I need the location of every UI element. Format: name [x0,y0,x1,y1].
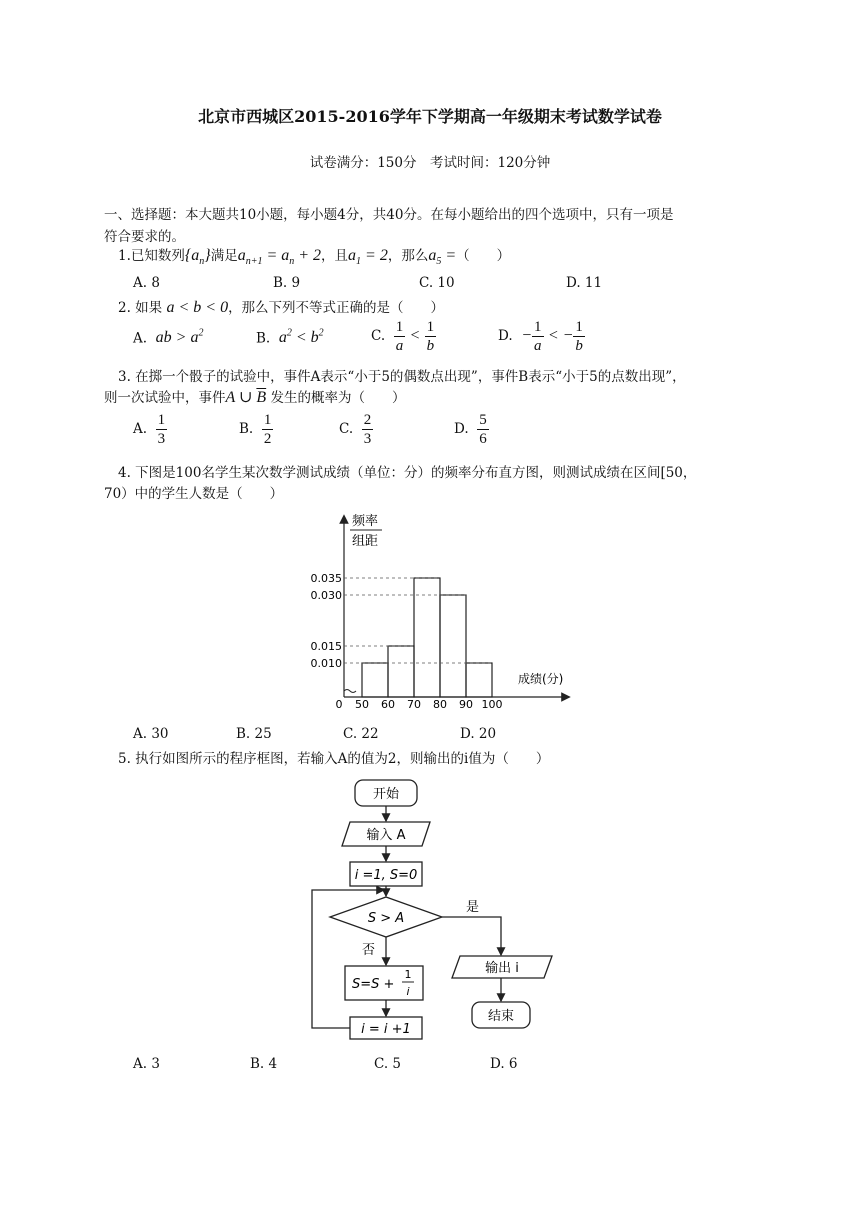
q3-option-b[interactable]: B. $\frac{1}{2}$ [239,412,272,447]
start-label: 开始 [372,787,400,802]
y-label-top: 频率 [352,514,379,529]
q1-option-b[interactable]: B. 9 [273,275,301,291]
y-tick-label: 0.035 [310,572,342,585]
histogram-bar-50-60 [362,663,388,697]
y-label-bottom: 组距 [352,534,379,549]
input-label: 输入 A [366,828,406,843]
histogram-bar-90-100 [466,663,492,697]
origin-label: 0 [335,698,343,711]
yes-label: 是 [466,900,480,915]
q2-option-d[interactable]: D. − $\frac{1}{a}$ < − $\frac{1}{b}$ [498,319,583,354]
section-heading-line2: 符合要求的。 [104,229,185,245]
histogram-bar-70-80 [414,578,440,697]
x-label: 成绩(分) [518,672,564,686]
no-label: 否 [362,943,376,958]
q3-option-c[interactable]: C. $\frac{2}{3}$ [339,412,372,447]
q2-option-c[interactable]: C. $\frac{1}{a}$ < $\frac{1}{b}$ [371,319,435,354]
y-tick-label: 0.030 [310,589,342,602]
question-4-line1: 4. 下图是100名学生某次数学测试成绩（单位：分）的频率分布直方图，则测试成绩在区间[50， [118,465,697,481]
histogram-bar-60-70 [388,646,414,697]
question-1: 1.已知数列$\{a_n\}$满足$a_{n+1} = a_n + 2$，且$a_1 = 2$，那么$a_5$ =（ ） [118,247,511,268]
question-2: 2. 如果 a < b < 0，那么下列不等式正确的是（ ） [118,299,445,316]
q2-option-a[interactable]: A. ab > $a^2$ [133,328,204,347]
q5-option-c[interactable]: C. 5 [374,1056,402,1072]
x-tick-label: 90 [459,698,473,711]
init-label: i =1, S=0 [354,868,418,883]
q4-option-c[interactable]: C. 22 [343,726,379,742]
histogram-bar-80-90 [440,595,466,697]
question-4-line2: 70）中的学生人数是（ ） [104,486,284,502]
end-label: 结束 [487,1009,515,1024]
x-tick-label: 50 [355,698,369,711]
q4-option-a[interactable]: A. 30 [133,726,169,742]
x-tick-label: 100 [481,698,503,711]
q2-option-b[interactable]: B. $a^2 < b^2$ [256,328,324,347]
x-tick-label: 60 [381,698,395,711]
exam-info: 试卷满分：150分 考试时间：120分钟 [309,155,551,171]
flowchart [300,770,570,1042]
q3-option-a[interactable]: A. $\frac{1}{3}$ [133,412,166,447]
update-label: S=S + [352,977,395,992]
q1-option-d[interactable]: D. 11 [566,275,603,291]
q4-option-d[interactable]: D. 20 [460,726,497,742]
output-label: 输出 i [485,961,519,976]
axis-break-icon [344,690,356,693]
x-tick-label: 80 [433,698,447,711]
q1-option-c[interactable]: C. 10 [419,275,455,291]
page-title: 北京市西城区2015-2016学年下学期高一年级期末考试数学试卷 [198,107,662,126]
histogram [310,505,590,715]
question-3-line2: 则一次试验中，事件A ∪ $\overline{B}$ 发生的概率为（ ） [104,389,406,406]
q3-option-d[interactable]: D. $\frac{5}{6}$ [454,412,487,447]
q4-option-b[interactable]: B. 25 [236,726,272,742]
q1-option-a[interactable]: A. 8 [133,275,160,291]
q5-option-b[interactable]: B. 4 [250,1056,278,1072]
section-heading-line1: 一、选择题：本大题共10小题，每小题4分，共40分。在每小题给出的四个选项中，只有一项是 [104,207,674,223]
q5-option-d[interactable]: D. 6 [490,1056,518,1072]
update-numerator: 1 [404,968,412,981]
increment-label: i = i +1 [361,1022,411,1037]
x-tick-label: 70 [407,698,421,711]
condition-label: S > A [367,911,405,926]
y-tick-label: 0.010 [310,657,342,670]
question-3-line1: 3. 在掷一个骰子的试验中，事件A表示“小于5的偶数点出现”，事件B表示“小于5的点数出现”， [118,369,686,385]
q5-option-a[interactable]: A. 3 [133,1056,160,1072]
question-5: 5. 执行如图所示的程序框图，若输入A的值为2，则输出的i值为（ ） [118,751,550,767]
update-denominator: i [406,985,410,998]
y-tick-label: 0.015 [310,640,342,653]
